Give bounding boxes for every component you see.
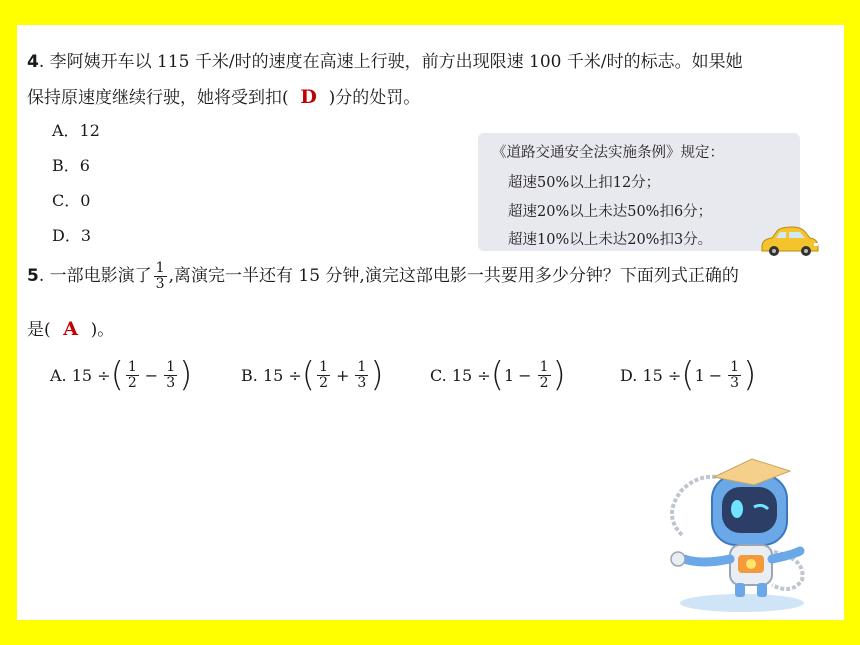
q5-option-a-label: A.	[50, 365, 67, 385]
q5-text-2b: )。	[90, 320, 115, 340]
q5-d-whole: 1	[694, 365, 705, 385]
q5-c-operator: −	[518, 365, 532, 385]
q5-d-operator: −	[708, 365, 723, 385]
rule-title: 《道路交通安全法实施条例》规定：	[492, 145, 724, 161]
q5-option-b-expr: 15 ÷	[262, 365, 302, 385]
q5-a-operator: −	[144, 365, 159, 385]
q4-number: 4	[27, 52, 39, 72]
q4-option-a: A．12	[52, 121, 100, 140]
q5-line-2	[27, 315, 114, 340]
q5-text-1a: . 一部电影演了	[38, 266, 152, 286]
q4-text-2b: )分的处罚。	[328, 88, 421, 108]
q4-option-c: C．0	[52, 191, 91, 210]
q5-frac-denominator: 3	[155, 276, 165, 292]
rule-item-2: 超速20%以上未达50%扣6分；	[508, 204, 713, 220]
q5-text-1b: ,离演完一半还有 15 分钟,演完这部电影一共要用多少分钟？下面列式正确的	[168, 266, 739, 286]
q5-line-1	[27, 261, 739, 292]
q4-option-b: B．6	[52, 156, 90, 175]
q5-answer: A	[63, 318, 79, 340]
q4-text-1: . 李阿姨开车以 115 千米/时的速度在高速上行驶，前方出现限速 100 千米/时的标志。如果她	[38, 52, 743, 72]
q5-option-b: B. 15 ÷ ( $\frac{1}{2}$ + $\frac{1}{3}$ )	[241, 355, 384, 395]
q5-a-frac-2: $\frac{1}{3}$	[166, 358, 176, 391]
q5-option-a-expr: 15 ÷	[71, 365, 111, 385]
rule-item-1: 超速50%以上扣12分；	[508, 175, 661, 191]
q4-line-2	[27, 83, 420, 108]
q5-option-d-expr: 15 ÷	[642, 365, 682, 385]
q5-option-c-expr: 15 ÷	[451, 365, 491, 385]
q4-option-d: D．3	[52, 226, 92, 245]
q5-option-a: A. 15 ÷ ( $\frac{1}{2}$ − $\frac{1}{3}$ )	[50, 355, 193, 395]
q5-a-frac-1: $\frac{1}{2}$	[127, 358, 137, 391]
traffic-rule-box	[478, 133, 800, 251]
robot-mascot-icon	[642, 455, 822, 615]
q5-option-c: C. 15 ÷ ( 1 − $\frac{1}{2}$ )	[430, 355, 566, 395]
q5-fraction	[154, 261, 167, 292]
q4-line-1	[27, 47, 743, 72]
q5-frac-numerator: 1	[155, 260, 165, 276]
q4-answer: D	[300, 86, 317, 108]
q5-c-frac: $\frac{1}{2}$	[539, 358, 549, 391]
q5-option-c-label: C.	[430, 365, 447, 385]
q5-d-frac: $\frac{1}{3}$	[730, 358, 740, 391]
q5-option-b-label: B.	[241, 365, 258, 385]
yellow-car-icon	[756, 225, 822, 259]
q5-c-whole: 1	[503, 365, 515, 385]
q4-text-2a: 保持原速度继续行驶，她将受到扣(	[27, 88, 289, 108]
worksheet	[17, 25, 844, 620]
q5-b-frac-2: $\frac{1}{3}$	[357, 358, 367, 391]
q5-text-2a: 是(	[27, 320, 51, 340]
q5-option-d-label: D.	[620, 365, 638, 385]
q5-b-frac-1: $\frac{1}{2}$	[319, 358, 328, 391]
q5-b-operator: +	[335, 365, 350, 385]
q5-option-d: D. 15 ÷ ( 1 − $\frac{1}{3}$ )	[620, 355, 757, 395]
q5-number: 5	[27, 266, 39, 286]
rule-item-3: 超速10%以上未达20%扣3分。	[508, 232, 713, 248]
